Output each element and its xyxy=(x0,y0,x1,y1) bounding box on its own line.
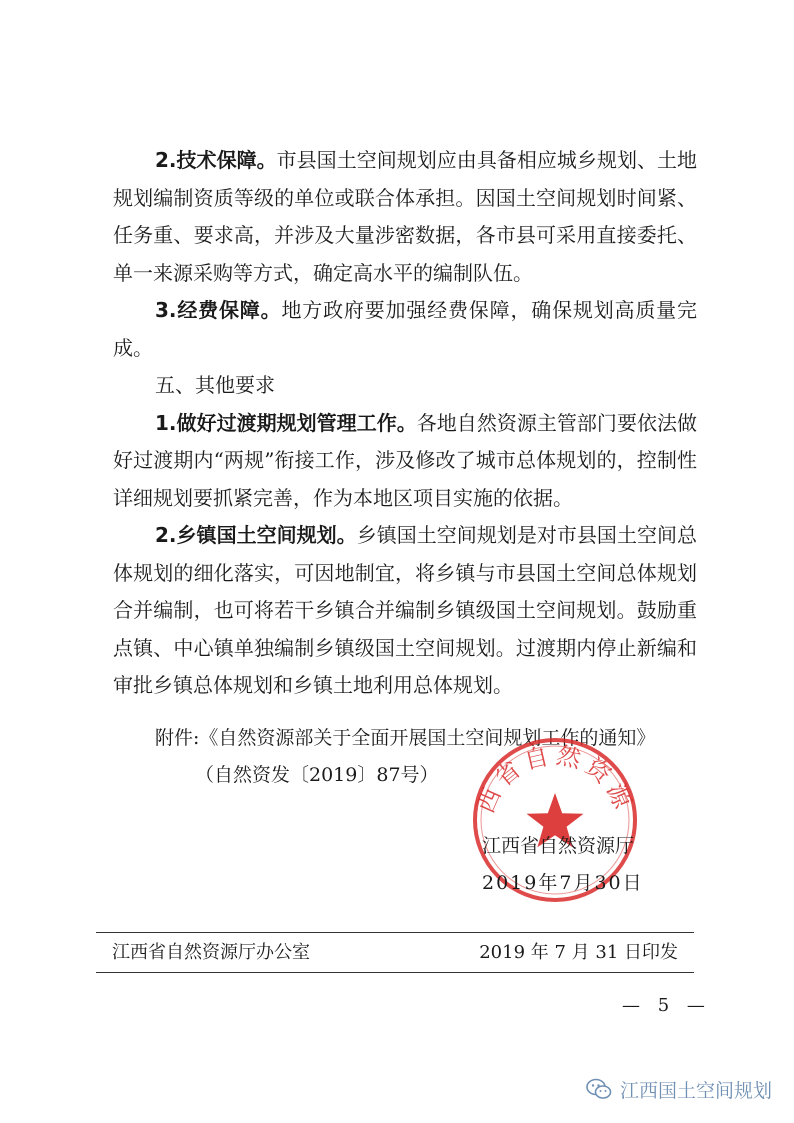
page-number: — 5 — xyxy=(622,995,711,1016)
paragraph-text: 地方政府要加强经费保障，确保规划高质量完成。 xyxy=(113,298,698,360)
watermark-account-name: 江西国土空间规划 xyxy=(619,1079,772,1102)
paragraph-label: 2.技术保障。 xyxy=(155,148,277,172)
paragraph-label: 1.做好过渡期规划管理工作。 xyxy=(155,410,417,435)
paragraph-label: 2.乡镇国土空间规划。 xyxy=(155,523,357,547)
attachment-doc-number: （自然资发〔2019〕87号） xyxy=(195,764,439,786)
paragraph-technical-guarantee xyxy=(113,142,697,292)
wechat-icon xyxy=(586,1078,612,1100)
paragraph-funding-guarantee xyxy=(113,292,697,367)
paragraph-township-planning xyxy=(113,517,697,705)
signing-organization: 江西省自然资源厅 xyxy=(482,835,635,857)
print-date: 2019 年 7 月 31 日印发 xyxy=(479,942,678,963)
body-text xyxy=(113,142,697,705)
footer-rule-top xyxy=(96,932,694,933)
attachment-title: 附件:《自然资源部关于全面开展国土空间规划工作的通知》 xyxy=(155,727,656,749)
paragraph-text: 市县国土空间规划应由具备相应城乡规划、土地规划编制资质等级的单位或联合体承担。因国土空间规划时间紧、任务重、要求高，并涉及大量涉密数据，各市县可采用直接委托、单一来源采购等方式，确定高水平的编制队伍。 xyxy=(113,148,698,285)
wechat-watermark xyxy=(586,1074,772,1104)
signature-block xyxy=(482,828,682,902)
paragraph-text: 各地自然资源主管部门要依法做好过渡期内“两规”衔接工作，涉及修改了城市总体规划的，控制性详细规划要抓紧完善，作为本地区项目实施的依据。 xyxy=(113,410,698,510)
footer-rule-bottom xyxy=(96,972,694,973)
paragraph-transition-period xyxy=(113,405,697,518)
seal-text: 西省自然资源 xyxy=(471,740,639,818)
paragraph-text: 乡镇国土空间规划是对市县国土空间总体规划的细化落实，可因地制宜，将乡镇与市县国土空间总体规划合并编制，也可将若干乡镇合并编制乡镇级国土空间规划。鼓励重点镇、中心镇单独编制乡镇级国土空间规划。过渡期内停止新编和审批乡镇总体规划和乡镇土地利用总体规划。 xyxy=(113,523,698,697)
issuing-office: 江西省自然资源厅办公室 xyxy=(112,942,310,963)
signing-date: 2019年7月30日 xyxy=(482,872,644,894)
section-heading: 五、其他要求 xyxy=(155,373,275,397)
paragraph-label: 3.经费保障。 xyxy=(155,298,282,322)
